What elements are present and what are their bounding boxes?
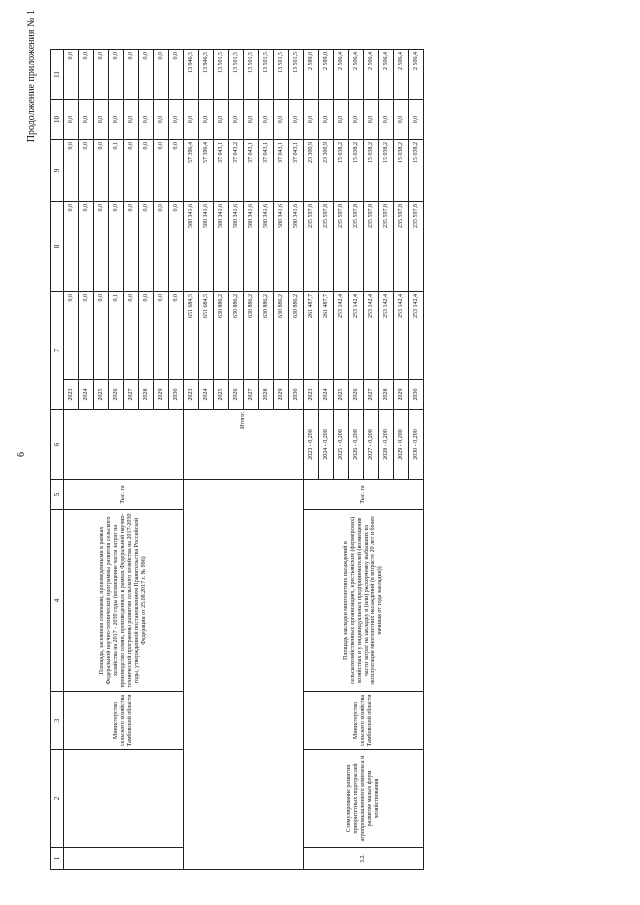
totals-row [184, 50, 199, 870]
totals-left-cell [184, 480, 304, 870]
table-row [64, 50, 79, 870]
appendix-label: Продолжение приложения № 1 [26, 10, 37, 143]
program-indicators-table [50, 49, 424, 870]
local-budget-cell: 0,0 [364, 100, 379, 140]
total-amount-cell: 630 886,2 [289, 292, 304, 380]
total-amount-cell: 651 684,5 [184, 292, 199, 380]
local-budget-cell: 0,0 [289, 100, 304, 140]
extrabudgetary-cell: 0,0 [64, 50, 79, 100]
num-cell [64, 848, 184, 870]
federal-budget-cell: 0,0 [154, 202, 169, 292]
year-cell: 2026 [229, 380, 244, 410]
year-cell: 2028 [139, 380, 154, 410]
regional-budget-cell: 0,0 [154, 140, 169, 202]
col-number-2: 2 [51, 750, 64, 848]
regional-budget-cell: 15 038,2 [379, 140, 394, 202]
local-budget-cell: 0,0 [274, 100, 289, 140]
regional-budget-cell: 37 043,1 [214, 140, 229, 202]
regional-budget-cell: 0,0 [124, 140, 139, 202]
year-cell: 2030 [289, 380, 304, 410]
extrabudgetary-cell: 0,0 [154, 50, 169, 100]
year-cell: 2029 [274, 380, 289, 410]
unit-cell: Тыс. га [64, 480, 184, 510]
col-number-11: 11 [51, 50, 64, 100]
total-amount-cell: 630 886,2 [259, 292, 274, 380]
federal-budget-cell: 0,0 [169, 202, 184, 292]
federal-budget-cell: 0,0 [124, 202, 139, 292]
target-range-cell: 2025 - 0,200 [334, 410, 349, 480]
extrabudgetary-cell: 2 506,4 [379, 50, 394, 100]
local-budget-cell: 0,0 [109, 100, 124, 140]
extrabudgetary-cell: 0,0 [79, 50, 94, 100]
federal-budget-cell: 0,0 [64, 202, 79, 292]
col-number-7: 7 [51, 292, 64, 410]
year-cell: 2026 [349, 380, 364, 410]
federal-budget-cell: 235 597,8 [394, 202, 409, 292]
extrabudgetary-cell: 2 589,0 [304, 50, 319, 100]
col-number-6: 6 [51, 410, 64, 480]
total-amount-cell: 630 886,2 [229, 292, 244, 380]
regional-budget-cell: 15 038,2 [364, 140, 379, 202]
col-number-9: 9 [51, 140, 64, 202]
federal-budget-cell: 235 597,8 [364, 202, 379, 292]
table-row [304, 50, 319, 870]
ministry-cell: Министерство сельского хозяйства Тамбовской области [304, 692, 424, 750]
target-range-cell: 2026 - 0,200 [349, 410, 364, 480]
extrabudgetary-cell: 2 506,4 [364, 50, 379, 100]
total-amount-cell: 651 684,5 [199, 292, 214, 380]
local-budget-cell: 0,0 [334, 100, 349, 140]
total-amount-cell: 630 886,2 [244, 292, 259, 380]
target-range-cell: 2024 - 0,200 [319, 410, 334, 480]
year-cell: 2023 [184, 380, 199, 410]
total-amount-cell: 0,1 [109, 292, 124, 380]
federal-budget-cell: 235 597,8 [319, 202, 334, 292]
federal-budget-cell: 580 341,6 [274, 202, 289, 292]
extrabudgetary-cell: 0,0 [109, 50, 124, 100]
col-number-8: 8 [51, 202, 64, 292]
total-amount-cell: 0,0 [154, 292, 169, 380]
local-budget-cell: 0,0 [79, 100, 94, 140]
regional-budget-cell: 37 043,1 [244, 140, 259, 202]
regional-budget-cell: 57 396,4 [184, 140, 199, 202]
local-budget-cell: 0,0 [259, 100, 274, 140]
regional-budget-cell: 37 043,1 [289, 140, 304, 202]
local-budget-cell: 0,0 [184, 100, 199, 140]
local-budget-cell: 0,0 [169, 100, 184, 140]
regional-budget-cell: 15 038,2 [394, 140, 409, 202]
total-amount-cell: 253 142,4 [334, 292, 349, 380]
regional-budget-cell: 0,1 [109, 140, 124, 202]
federal-budget-cell: 235 597,8 [349, 202, 364, 292]
col-number-1: 1 [51, 848, 64, 870]
year-cell: 2029 [394, 380, 409, 410]
total-amount-cell: 253 142,4 [379, 292, 394, 380]
regional-budget-cell: 0,0 [139, 140, 154, 202]
federal-budget-cell: 0,0 [139, 202, 154, 292]
extrabudgetary-cell: 13 501,5 [244, 50, 259, 100]
unit-cell: Тыс. га [304, 480, 424, 510]
indicator-cell: Площадь, засеянная семенами, произведенными в рамках Федеральной научно-технической программы развития сельского хозяйства на 2017 - 2030 годы (возмещение части затрат на производство семян, произведенных в рамках Федеральной научно-технической программы развития сельского хозяйства на 2017-2030 годы, утвержденной постановлением Правительства Российской Федерации от 25.08.2017 г. № 996) [64, 510, 184, 692]
ministry-cell: Министерство сельского хозяйства Тамбовской области [64, 692, 184, 750]
extrabudgetary-cell: 2 589,0 [319, 50, 334, 100]
num-cell: 3.2. [304, 848, 424, 870]
local-budget-cell: 0,0 [199, 100, 214, 140]
total-amount-cell: 253 142,4 [364, 292, 379, 380]
regional-budget-cell: 0,0 [169, 140, 184, 202]
local-budget-cell: 0,0 [214, 100, 229, 140]
federal-budget-cell: 235 597,8 [334, 202, 349, 292]
regional-budget-cell: 15 038,2 [409, 140, 424, 202]
extrabudgetary-cell: 0,0 [124, 50, 139, 100]
section2-body [304, 50, 424, 870]
local-budget-cell: 0,0 [304, 100, 319, 140]
section1-body [64, 50, 184, 870]
federal-budget-cell: 580 341,6 [199, 202, 214, 292]
target-range-cell: 2029 - 0,200 [394, 410, 409, 480]
year-cell: 2025 [214, 380, 229, 410]
federal-budget-cell: 580 341,6 [214, 202, 229, 292]
local-budget-cell: 0,0 [349, 100, 364, 140]
page-number: 6 [16, 452, 27, 457]
year-cell: 2023 [64, 380, 79, 410]
year-cell: 2028 [259, 380, 274, 410]
year-cell: 2030 [409, 380, 424, 410]
year-cell: 2030 [169, 380, 184, 410]
target-range-cell: 2030 - 0,200 [409, 410, 424, 480]
extrabudgetary-cell: 13 946,5 [184, 50, 199, 100]
total-amount-cell: 630 886,2 [274, 292, 289, 380]
regional-budget-cell: 37 043,1 [274, 140, 289, 202]
totals-body [184, 50, 304, 870]
regional-budget-cell: 0,0 [64, 140, 79, 202]
col-number-10: 10 [51, 100, 64, 140]
regional-budget-cell: 0,0 [79, 140, 94, 202]
total-amount-cell: 0,0 [139, 292, 154, 380]
extrabudgetary-cell: 13 946,5 [199, 50, 214, 100]
extrabudgetary-cell: 13 501,5 [259, 50, 274, 100]
year-cell: 2024 [79, 380, 94, 410]
federal-budget-cell: 0,0 [109, 202, 124, 292]
year-cell: 2026 [109, 380, 124, 410]
extrabudgetary-cell: 2 506,4 [334, 50, 349, 100]
col-number-4: 4 [51, 510, 64, 692]
indicator-cell: Площадь закладки многолетних насаждений в сельскохозяйственных организациях, крестьянских (фермерских) хозяйствах и у индивидуальных предпринимателей (возмещение части затрат на закладку и (или) раскорчевку выбывших из эксплуатации многолетних насаждений (в возрасте 20 лет и более начиная от года закладки)) [304, 510, 424, 692]
local-budget-cell: 0,0 [124, 100, 139, 140]
total-amount-cell: 0,0 [169, 292, 184, 380]
local-budget-cell: 0,0 [394, 100, 409, 140]
year-cell: 2025 [94, 380, 109, 410]
name-cell: Стимулирование развития приоритетных подотраслей агропромышленного комплекса и развитие малых форм хозяйствования [304, 750, 424, 848]
regional-budget-cell: 23 300,9 [319, 140, 334, 202]
federal-budget-cell: 580 341,6 [289, 202, 304, 292]
regional-budget-cell: 23 300,9 [304, 140, 319, 202]
regional-budget-cell: 0,0 [94, 140, 109, 202]
year-cell: 2027 [364, 380, 379, 410]
extrabudgetary-cell: 13 501,5 [274, 50, 289, 100]
federal-budget-cell: 235 597,8 [379, 202, 394, 292]
federal-budget-cell: 580 341,6 [244, 202, 259, 292]
extrabudgetary-cell: 2 506,4 [394, 50, 409, 100]
year-cell: 2023 [304, 380, 319, 410]
total-amount-cell: 0,0 [64, 292, 79, 380]
year-cell: 2024 [319, 380, 334, 410]
local-budget-cell: 0,0 [94, 100, 109, 140]
rotated-document-page [16, 10, 622, 870]
federal-budget-cell: 580 341,6 [184, 202, 199, 292]
total-amount-cell: 0,0 [94, 292, 109, 380]
local-budget-cell: 0,0 [229, 100, 244, 140]
col-number-3: 3 [51, 692, 64, 750]
total-amount-cell: 253 142,4 [394, 292, 409, 380]
col-number-5: 5 [51, 480, 64, 510]
extrabudgetary-cell: 13 501,5 [289, 50, 304, 100]
local-budget-cell: 0,0 [154, 100, 169, 140]
local-budget-cell: 0,0 [139, 100, 154, 140]
total-amount-cell: 253 142,4 [349, 292, 364, 380]
target-range-cell: 2023 - 0,200 [304, 410, 319, 480]
local-budget-cell: 0,0 [64, 100, 79, 140]
federal-budget-cell: 235 597,8 [304, 202, 319, 292]
target-range-cell: 2027 - 0,200 [364, 410, 379, 480]
name-cell [64, 750, 184, 848]
extrabudgetary-cell: 13 501,5 [214, 50, 229, 100]
year-cell: 2029 [154, 380, 169, 410]
year-cell: 2024 [199, 380, 214, 410]
year-cell: 2028 [379, 380, 394, 410]
extrabudgetary-cell: 0,0 [139, 50, 154, 100]
local-budget-cell: 0,0 [379, 100, 394, 140]
year-cell: 2025 [334, 380, 349, 410]
total-amount-cell: 261 487,7 [304, 292, 319, 380]
regional-budget-cell: 37 043,2 [229, 140, 244, 202]
local-budget-cell: 0,0 [319, 100, 334, 140]
extrabudgetary-cell: 0,0 [94, 50, 109, 100]
regional-budget-cell: 15 038,2 [349, 140, 364, 202]
year-cell: 2027 [124, 380, 139, 410]
local-budget-cell: 0,0 [244, 100, 259, 140]
total-amount-cell: 630 886,2 [214, 292, 229, 380]
column-number-row [51, 50, 64, 870]
target-range-cell: 2028 - 0,200 [379, 410, 394, 480]
federal-budget-cell: 0,0 [79, 202, 94, 292]
extrabudgetary-cell: 2 506,4 [409, 50, 424, 100]
year-cell: 2027 [244, 380, 259, 410]
extrabudgetary-cell: 2 506,4 [349, 50, 364, 100]
regional-budget-cell: 57 396,4 [199, 140, 214, 202]
total-amount-cell: 0,0 [79, 292, 94, 380]
extrabudgetary-cell: 0,0 [169, 50, 184, 100]
extrabudgetary-cell: 13 501,5 [229, 50, 244, 100]
total-amount-cell: 0,0 [124, 292, 139, 380]
federal-budget-cell: 0,0 [94, 202, 109, 292]
target-cell [64, 410, 184, 480]
federal-budget-cell: 580 341,6 [229, 202, 244, 292]
total-amount-cell: 261 487,7 [319, 292, 334, 380]
regional-budget-cell: 15 038,2 [334, 140, 349, 202]
totals-label: Итого: [184, 410, 304, 480]
federal-budget-cell: 580 341,6 [259, 202, 274, 292]
local-budget-cell: 0,0 [409, 100, 424, 140]
total-amount-cell: 253 142,4 [409, 292, 424, 380]
federal-budget-cell: 235 597,8 [409, 202, 424, 292]
regional-budget-cell: 37 043,1 [259, 140, 274, 202]
